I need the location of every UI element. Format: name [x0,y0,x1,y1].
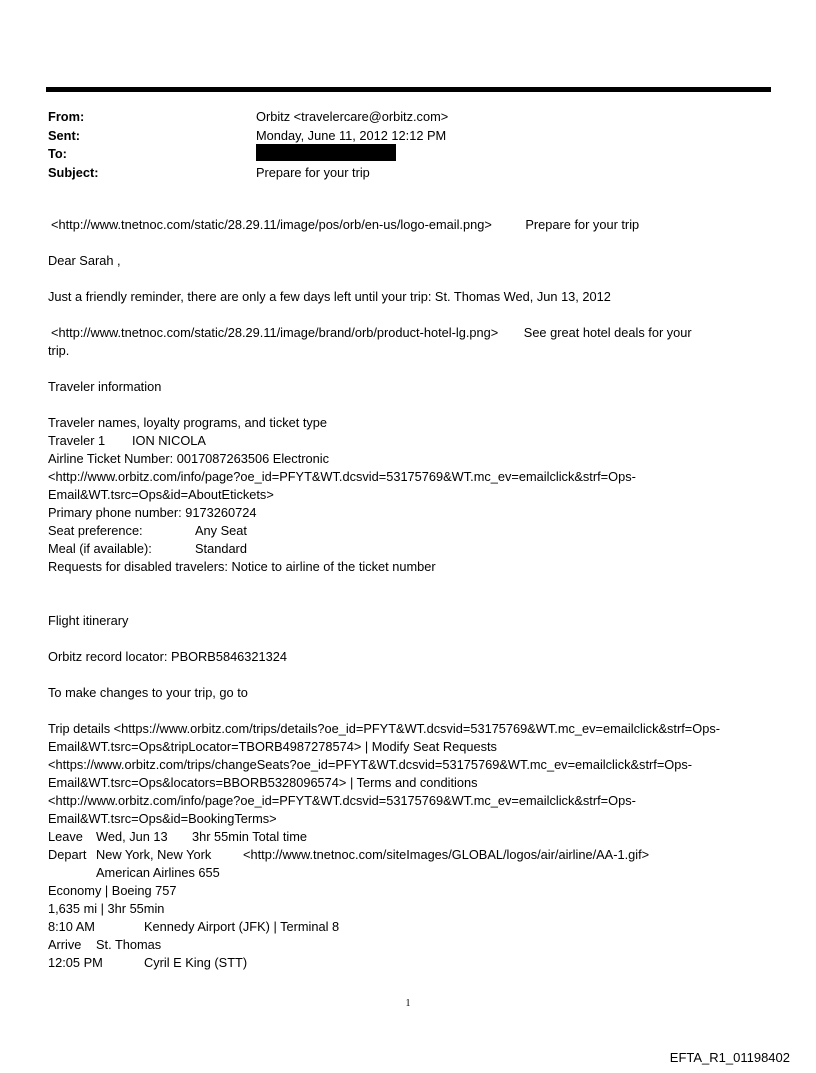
trip-links-line-2[interactable]: Email&WT.tsrc=Ops&tripLocator=TBORB4987278574> | Modify Seat Requests [48,739,497,754]
disabled-requests: Requests for disabled travelers: Notice to airline of the ticket number [48,559,436,574]
trip-links-line-6[interactable]: Email&WT.tsrc=Ops&id=BookingTerms> [48,811,277,826]
meal-label: Meal (if available): [48,541,152,556]
traveler-row [48,432,768,450]
to-row [48,145,768,164]
hotel-caption: See great hotel deals for your [523,325,692,340]
from-label: From: [48,109,85,124]
arrive-city: St. Thomas [96,937,162,952]
itinerary-heading: Flight itinerary [48,613,129,628]
traveler-label: Traveler 1 [48,433,106,448]
phone-line: Primary phone number: 9173260724 [48,505,257,520]
depart-airport: Kennedy Airport (JFK) | Terminal 8 [144,919,340,934]
arrive-time: 12:05 PM [48,955,103,970]
leave-row [48,828,768,846]
subject-label: Subject: [48,164,99,180]
arrive-row [48,936,768,954]
email-header [48,108,768,182]
flight-number: American Airlines 655 [96,865,220,880]
sent-label: Sent: [48,127,80,143]
ticket-url-cont[interactable]: Email&WT.tsrc=Ops&id=AboutEtickets> [48,487,274,502]
arrive-time-row [48,954,768,972]
to-label: To: [48,146,67,161]
header-divider [46,87,771,92]
hotel-line [48,324,768,342]
sent-value: Monday, June 11, 2012 12:12 PM [256,127,447,143]
depart-time-row [48,918,768,936]
depart-label: Depart [48,847,87,862]
leave-total: 3hr 55min Total time [192,829,307,844]
greeting: Dear Sarah , [48,253,121,268]
email-body [48,216,768,972]
leave-date: Wed, Jun 13 [96,829,168,844]
subject-row [48,164,768,183]
subject-value: Prepare for your trip [256,164,370,180]
page-number: 1 [405,998,411,1009]
seat-row [48,522,768,540]
changes-line: To make changes to your trip, go to [48,685,248,700]
seat-value: Any Seat [195,523,247,538]
reminder-text: Just a friendly reminder, there are only a few days left until your trip: St. Thomas Wed, Jun 13, 2012 [48,289,611,304]
traveler-info-heading: Traveler information [48,379,162,394]
meal-row [48,540,768,558]
trip-links-line-5[interactable]: <http://www.orbitz.com/info/page?oe_id=PFYT&WT.dcsvid=53175769&WT.mc_ev=emailclick&strf=Ops- [48,793,636,808]
traveler-names-heading: Traveler names, loyalty programs, and ticket type [48,415,328,430]
hotel-caption-cont: trip. [48,343,70,358]
logo-caption: Prepare for your trip [525,217,640,232]
traveler-name: ION NICOLA [132,433,206,448]
ticket-line: Airline Ticket Number: 0017087263506 Electronic [48,451,329,466]
from-row [48,108,768,127]
trip-links-line-3[interactable]: <https://www.orbitz.com/trips/changeSeats?oe_id=PFYT&WT.dcsvid=53175769&WT.mc_ev=emailclick&strf=Ops- [48,757,693,772]
arrive-label: Arrive [48,937,82,952]
document-id: EFTA_R1_01198402 [669,1050,790,1065]
airline-logo-url[interactable]: <http://www.tnetnoc.com/siteImages/GLOBAL/logos/air/airline/AA-1.gif> [243,847,650,862]
meal-value: Standard [195,541,247,556]
depart-row [48,846,768,864]
logo-line [48,216,768,234]
depart-time: 8:10 AM [48,919,95,934]
distance-duration: 1,635 mi | 3hr 55min [48,901,165,916]
cabin-aircraft: Economy | Boeing 757 [48,883,177,898]
depart-city: New York, New York [96,847,212,862]
seat-label: Seat preference: [48,523,143,538]
arrive-airport: Cyril E King (STT) [144,955,248,970]
ticket-url[interactable]: <http://www.orbitz.com/info/page?oe_id=PFYT&WT.dcsvid=53175769&WT.mc_ev=emailclick&strf=Ops- [48,469,636,484]
from-value: Orbitz <travelercare@orbitz.com> [256,109,449,124]
record-locator: Orbitz record locator: PBORB5846321324 [48,649,288,664]
redaction-box [256,144,396,161]
sent-row [48,127,768,146]
hotel-url[interactable]: <http://www.tnetnoc.com/static/28.29.11/image/brand/orb/product-hotel-lg.png> [51,325,499,340]
leave-label: Leave [48,829,83,844]
trip-links-line-4[interactable]: Email&WT.tsrc=Ops&locators=BBORB5328096574> | Terms and conditions [48,775,478,790]
trip-links-line-1[interactable]: Trip details <https://www.orbitz.com/trips/details?oe_id=PFYT&WT.dcsvid=53175769&WT.mc_ev=emailclick&strf=Ops- [48,721,720,736]
logo-url[interactable]: <http://www.tnetnoc.com/static/28.29.11/image/pos/orb/en-us/logo-email.png> [51,217,492,232]
